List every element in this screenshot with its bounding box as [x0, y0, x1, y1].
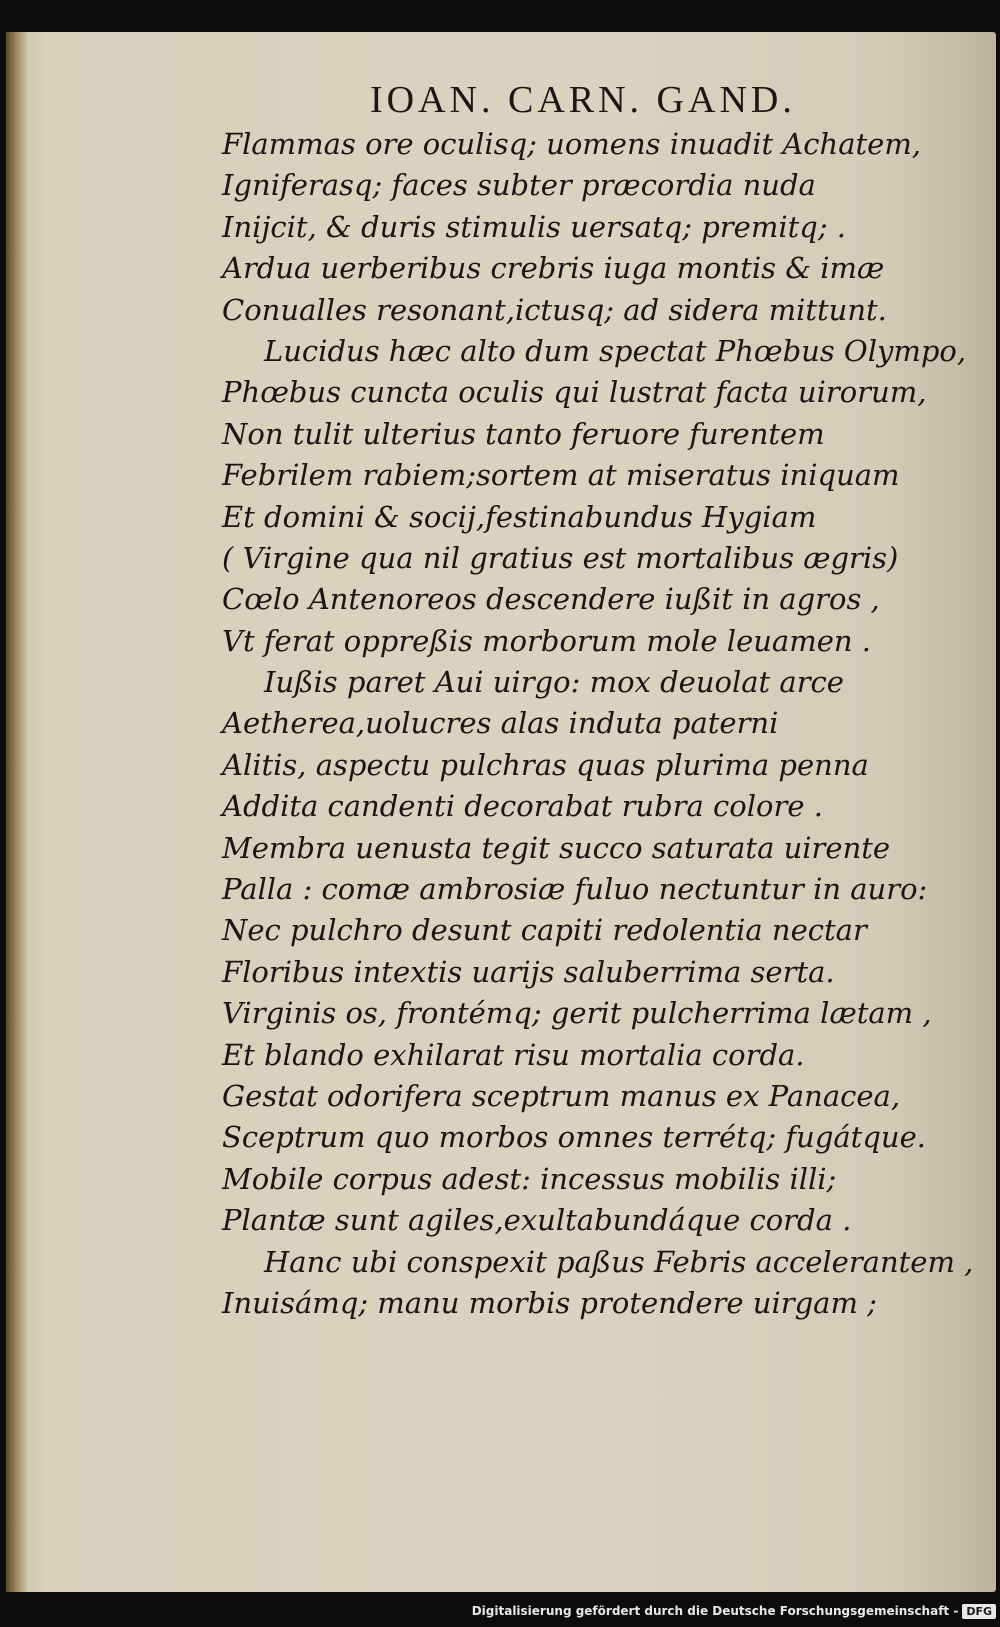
verse-line: Inuisámq; manu morbis protendere uirgam ;	[222, 1285, 877, 1320]
dfg-logo-icon: DFG	[962, 1604, 996, 1619]
verse-line: Nec pulchro desunt capiti redolentia nectar	[222, 913, 867, 948]
verse-line: Igniferasq; faces subter præcordia nuda	[222, 168, 816, 203]
verse-line: Phœbus cuncta oculis qui lustrat facta uirorum,	[222, 375, 927, 410]
verse-line: Non tulit ulterius tanto feruore furentem	[222, 416, 825, 451]
verse-line: Membra uenusta tegit succo saturata uirente	[222, 830, 891, 865]
digitization-credit	[472, 1601, 996, 1621]
verse-line: Plantæ sunt agiles,exultabundáque corda .	[222, 1203, 852, 1238]
verse-line: Addita candenti decorabat rubra colore .	[222, 789, 823, 824]
verse-line: ( Virgine qua nil gratius est mortalibus ægris)	[222, 540, 899, 575]
verse-line: Et domini & socij,festinabundus Hygiam	[222, 499, 817, 534]
verse-line: Cœlo Antenoreos descendere iußit in agros ,	[222, 582, 880, 617]
verse-line: Aetherea,uolucres alas induta paterni	[222, 706, 779, 741]
verse-line: Lucidus hæc alto dum spectat Phœbus Olympo,	[264, 333, 967, 368]
verse-list	[222, 124, 974, 1324]
verse-line: Flammas ore oculisq; uomens inuadit Achatem,	[222, 127, 922, 161]
verse-line: Hanc ubi conspexit paßus Febris accelerantem ,	[264, 1244, 974, 1279]
verse-line: Vt ferat oppreßis morborum mole leuamen .	[222, 623, 871, 658]
verse-line: Floribus intextis uarijs saluberrima serta.	[222, 954, 835, 989]
verse-line: Febrilem rabiem;sortem at miseratus iniquam	[222, 458, 900, 493]
credit-text: Digitalisierung gefördert durch die Deutsche Forschungsgemeinschaft -	[471, 1604, 959, 1618]
page-gutter	[6, 32, 28, 1592]
verse-line: Inijcit, & duris stimulis uersatq; premitq; .	[222, 209, 847, 244]
verse-line: Palla : comæ ambrosiæ fuluo nectuntur in auro:	[222, 872, 928, 907]
verse-line: Virginis os, frontémq; gerit pulcherrima lætam ,	[222, 996, 932, 1031]
verse-line: Mobile corpus adest: incessus mobilis illi;	[222, 1161, 837, 1196]
verse-line: Sceptrum quo morbos omnes terrétq; fugátque.	[222, 1120, 926, 1155]
verse-line: Et blando exhilarat risu mortalia corda.	[222, 1037, 805, 1072]
verse-line: Gestat odorifera sceptrum manus ex Panacea,	[222, 1078, 901, 1113]
verse-line: Ardua uerberibus crebris iuga montis & imæ	[222, 251, 885, 286]
running-title: IOAN. CARN. GAND.	[370, 79, 796, 121]
verse-line: Alitis, aspectu pulchras quas plurima penna	[222, 747, 869, 782]
verse-line: Iußis paret Aui uirgo: mox deuolat arce	[264, 665, 844, 700]
verse-line: Conualles resonant,ictusq; ad sidera mittunt.	[222, 292, 887, 327]
